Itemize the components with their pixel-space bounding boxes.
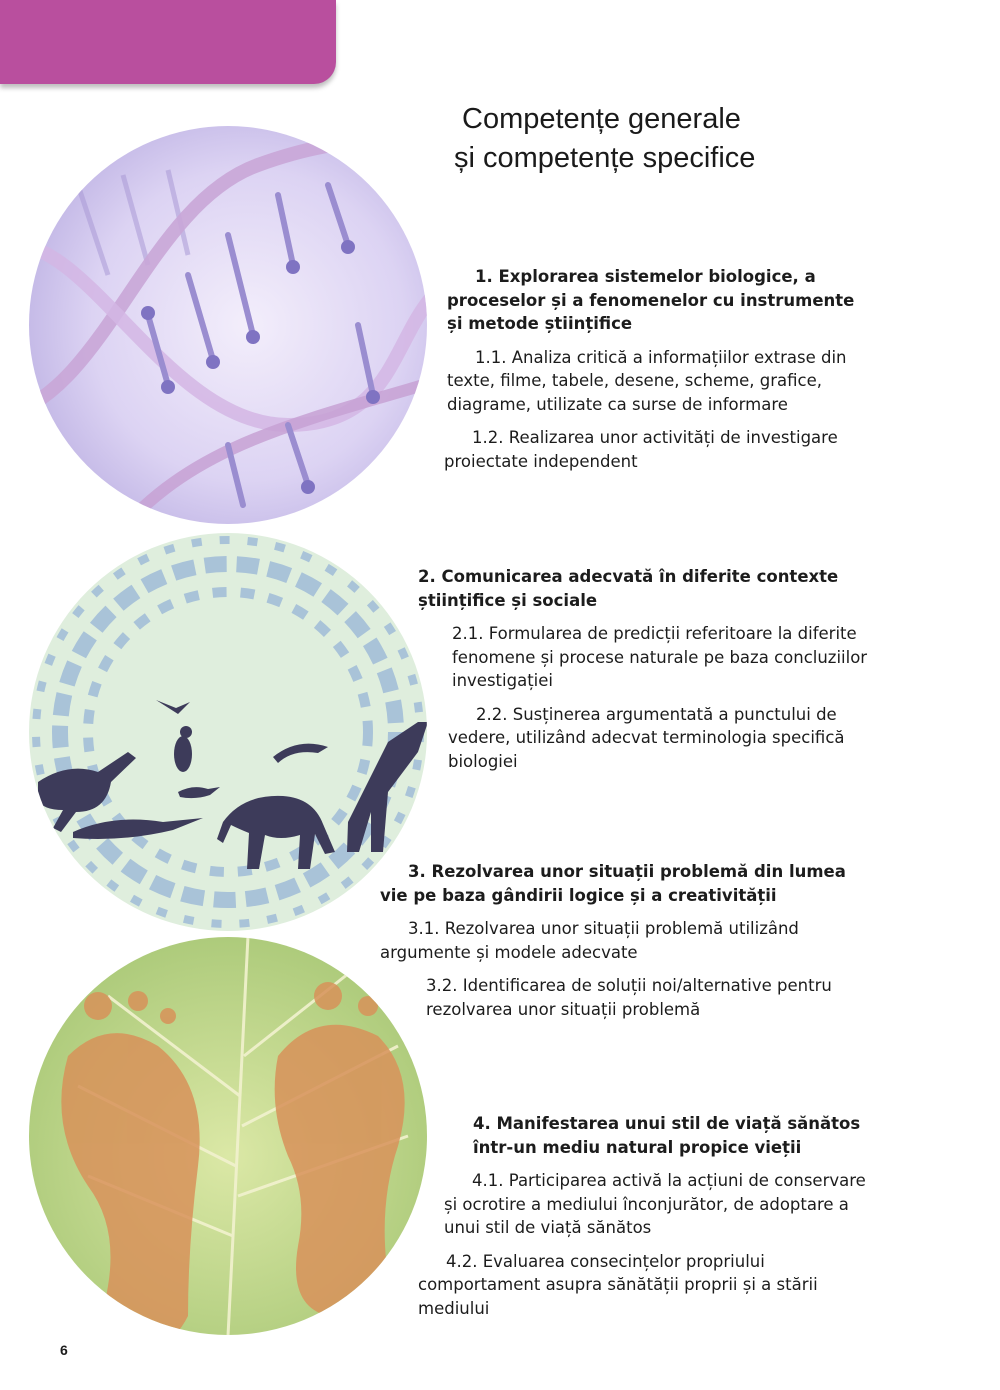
section-3-heading: 3. Rezolvarea unor situații problemă din lumea vie pe baza gândirii logice și a creativității	[380, 862, 846, 905]
page-title	[454, 100, 756, 178]
section-3	[380, 860, 875, 1021]
section-4	[418, 1112, 875, 1320]
competence-2-2: 2.2. Susținerea argumentată a punctului de vedere, utilizând adecvat terminologia specifică biologiei	[448, 704, 845, 771]
chapter-tab	[0, 0, 336, 84]
competence-2-1: 2.1. Formularea de predicții referitoare la diferite fenomene și procese naturale pe baza concluziilor investigației	[452, 624, 868, 690]
page-title-line-2: și competențe specifice	[454, 142, 756, 174]
leaf-footprints-illustration	[28, 936, 428, 1336]
competence-1-1: 1.1. Analiza critică a informațiilor extrase din texte, filme, tabele, desene, scheme, grafice, diagrame, utilizate ca surse de informare	[447, 347, 847, 414]
section-2-heading: 2. Comunicarea adecvată în diferite contexte științifice și sociale	[418, 567, 839, 610]
section-1	[444, 265, 875, 473]
section-1-heading: 1. Explorarea sistemelor biologice, a proceselor și a fenomenelor cu instrumente și metode științifice	[447, 267, 855, 333]
page-number: 6	[60, 1342, 68, 1358]
section-2	[418, 565, 875, 773]
dna-helix-illustration	[28, 125, 428, 525]
competence-4-2: 4.2. Evaluarea consecințelor propriului comportament asupra sănătății proprii și a stării mediului	[418, 1251, 818, 1318]
page-title-line-1: Competențe generale	[462, 103, 741, 135]
animals-dna-ring-illustration	[28, 532, 428, 932]
competence-4-1: 4.1. Participarea activă la acțiuni de conservare și ocrotire a mediului înconjurător, de adoptare a unui stil de viață sănătos	[444, 1171, 866, 1237]
competence-3-1: 3.1. Rezolvarea unor situații problemă utilizând argumente și modele adecvate	[380, 919, 799, 962]
section-4-heading: 4. Manifestarea unui stil de viață sănătos într-un mediu natural propice vieții	[473, 1114, 861, 1157]
competence-3-2: 3.2. Identificarea de soluții noi/alternative pentru rezolvarea unor situații problemă	[426, 976, 832, 1019]
competence-1-2: 1.2. Realizarea unor activități de investigare proiectate independent	[444, 428, 838, 471]
